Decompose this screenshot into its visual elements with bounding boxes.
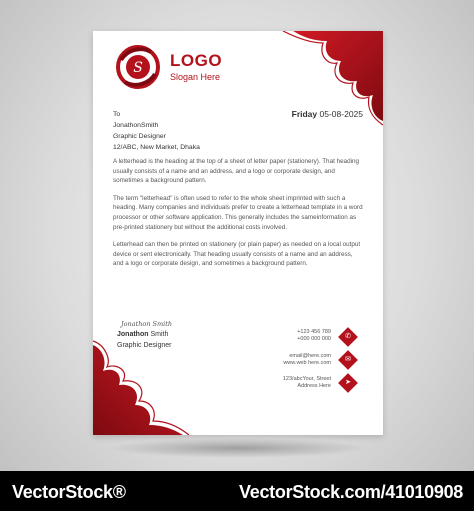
body-paragraph: Letterhead can then be printed on stationery (or plain paper) as needed on a local output device or sent electronically. That heading usually consists of a name and an address, and a logo or corporate design, and sometimes a background pattern. — [113, 241, 361, 268]
image-id: VectorStock.com/41010908 — [239, 482, 463, 502]
signer-last-name: Smith — [150, 331, 169, 338]
logo-letter: S — [133, 60, 143, 76]
recipient-name: JonathonSmith — [113, 122, 159, 129]
location-icon: ➤ — [338, 373, 358, 393]
contact-phone-2: +000 000 000 — [297, 336, 331, 342]
contact-website: www.web here.com — [283, 360, 331, 366]
letterhead-sheet — [93, 31, 383, 435]
letter-date — [292, 109, 363, 119]
recipient-address: 12/ABC, New Market, Dhaka — [113, 144, 200, 151]
letter-body — [113, 157, 363, 277]
recipient-block — [113, 109, 200, 153]
body-paragraph: A letterhead is the heading at the top of a sheet of letter paper (stationery). That heading usually consists of a name and an address, and a logo or corporate design, and sometimes a background pattern. — [113, 158, 359, 185]
body-paragraph: The term "letterhead" is often used to refer to the whole sheet imprinted with such a heading. Many companies and individuals prefer to create a letterhead template in a word processor or other software application. This generally includes the sameinformation as pre-printed stationery but without the additional costs involved. — [113, 194, 363, 231]
phone-icon: ✆ — [338, 327, 358, 347]
date-day: Friday — [291, 109, 318, 119]
page-shadow — [108, 438, 368, 458]
date-value: 05-08-2025 — [319, 109, 363, 119]
contact-phone-1: +123 456 789 — [297, 329, 331, 335]
signer-first-name: Jonathon — [117, 331, 149, 338]
watermark-footer — [0, 471, 474, 511]
recipient-role: Graphic Designer — [113, 133, 166, 140]
contact-email: email@here.com — [289, 353, 331, 359]
contact-address-line-2: Address Here — [297, 383, 331, 389]
contact-address-line-1: 123/abcYour, Street — [282, 376, 331, 382]
recipient-to: To — [113, 111, 121, 118]
contact-web — [283, 353, 331, 367]
email-icon: ✉ — [338, 350, 358, 370]
signer-name — [117, 331, 168, 338]
logo-emblem-icon — [115, 44, 161, 90]
top-right-corner-ornament — [273, 31, 383, 141]
contact-address — [283, 376, 331, 390]
logo-slogan: Slogan Here — [170, 72, 221, 82]
brand-name: VectorStock® — [12, 482, 126, 502]
signature-script: Jonathon Smith — [121, 320, 173, 328]
signer-role: Graphic Designer — [117, 342, 172, 349]
logo-title: LOGO — [170, 51, 223, 70]
contact-phones — [297, 329, 331, 343]
